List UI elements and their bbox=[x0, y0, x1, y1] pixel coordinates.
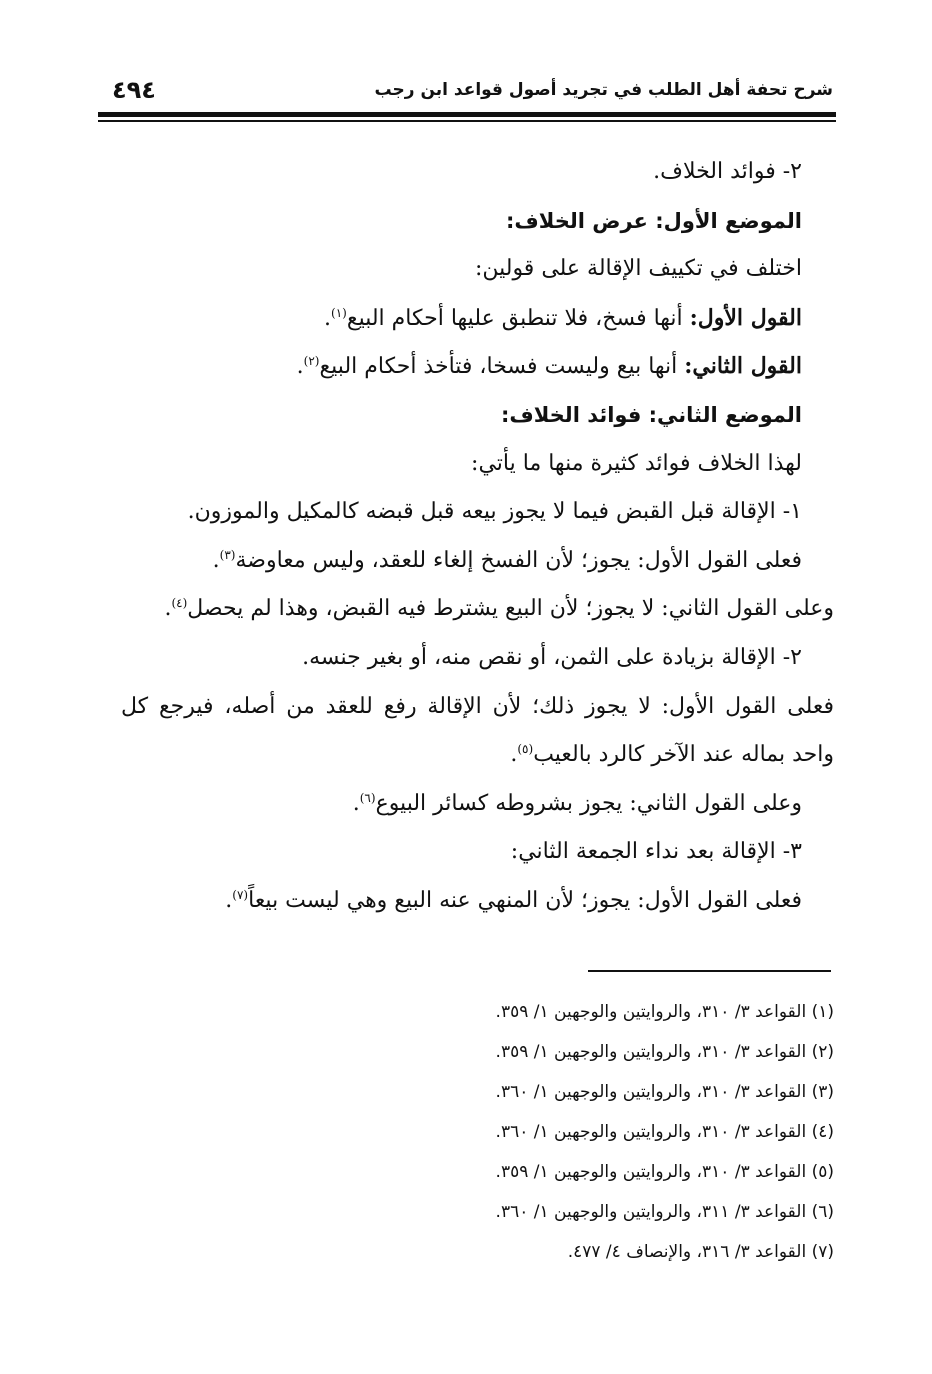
footnote-ref[interactable]: (٥) bbox=[517, 742, 534, 757]
opinion-label: القول الأول: bbox=[689, 304, 802, 331]
paragraph-line bbox=[92, 731, 834, 780]
paragraph-line bbox=[92, 537, 802, 586]
section-heading: الموضع الثاني: فوائد الخلاف: bbox=[500, 402, 802, 427]
paragraph-line bbox=[92, 342, 802, 391]
paragraph-line: لهذا الخلاف فوائد كثيرة منها ما يأتي: bbox=[471, 450, 802, 476]
header-rule-thick bbox=[98, 112, 836, 117]
period: . bbox=[164, 596, 172, 622]
footnote-separator bbox=[588, 970, 831, 972]
opinion-label: القول الثاني: bbox=[684, 353, 802, 380]
footnote: (٣) القواعد ٣/ ٣١٠، والروايتين والوجهين ١/ ٣٦٠. bbox=[495, 1082, 834, 1102]
footnotes bbox=[234, 996, 834, 1276]
opinion-text: أنها فسخ، فلا تنطبق عليها أحكام البيع bbox=[346, 305, 690, 331]
paragraph-line bbox=[92, 877, 802, 926]
opinion-text: أنها بيع وليست فسخا، فتأخذ أحكام البيع bbox=[319, 354, 685, 380]
period: . bbox=[212, 547, 220, 573]
period: . bbox=[225, 887, 233, 913]
footnote: (٧) القواعد ٣/ ٣١٦، والإنصاف ٤/ ٤٧٧. bbox=[567, 1242, 834, 1262]
period: . bbox=[296, 354, 304, 380]
period: . bbox=[352, 790, 360, 816]
footnote: (١) القواعد ٣/ ٣١٠، والروايتين والوجهين ١/ ٣٥٩. bbox=[495, 1002, 834, 1022]
header-rule-thin bbox=[98, 120, 836, 122]
footnote: (٤) القواعد ٣/ ٣١٠، والروايتين والوجهين ١/ ٣٦٠. bbox=[495, 1122, 834, 1142]
line-text: واحد بماله عند الآخر كالرد بالعيب bbox=[533, 742, 834, 768]
paragraph-line: ٢- الإقالة بزيادة على الثمن، أو نقص منه، أو بغير جنسه. bbox=[302, 644, 802, 670]
footnote: (٢) القواعد ٣/ ٣١٠، والروايتين والوجهين ١/ ٣٥٩. bbox=[495, 1042, 834, 1062]
footnote-ref[interactable]: (١) bbox=[331, 305, 347, 320]
page-number: ٤٩٤ bbox=[112, 76, 156, 104]
running-header bbox=[100, 76, 833, 106]
footnote-ref[interactable]: (٣) bbox=[219, 547, 236, 562]
paragraph-line bbox=[92, 780, 802, 829]
body-text bbox=[92, 148, 834, 926]
section-heading: الموضع الأول: عرض الخلاف: bbox=[505, 208, 802, 233]
header-title: شرح تحفة أهل الطلب في تجريد أصول قواعد ابن رجب bbox=[374, 80, 833, 100]
line-text: فعلى القول الأول: يجوز؛ لأن الفسخ إلغاء للعقد، وليس معاوضة bbox=[235, 547, 802, 573]
footnote: (٦) القواعد ٣/ ٣١١، والروايتين والوجهين ١/ ٣٦٠. bbox=[495, 1202, 834, 1222]
footnote-ref[interactable]: (٦) bbox=[359, 790, 376, 805]
period: . bbox=[510, 742, 518, 768]
line-text: فعلى القول الأول: يجوز؛ لأن المنهي عنه البيع وهي ليست بيعاً bbox=[248, 887, 802, 913]
paragraph-line: ٣- الإقالة بعد نداء الجمعة الثاني: bbox=[510, 839, 802, 865]
footnote: (٥) القواعد ٣/ ٣١٠، والروايتين والوجهين ١/ ٣٥٩. bbox=[495, 1162, 834, 1182]
line-text: وعلى القول الثاني: يجوز بشروطه كسائر البيوع bbox=[375, 790, 802, 816]
footnote-ref[interactable]: (٢) bbox=[303, 354, 320, 369]
footnote-ref[interactable]: (٧) bbox=[232, 887, 249, 902]
paragraph-line: ٢- فوائد الخلاف. bbox=[653, 159, 802, 184]
paragraph-line: ١- الإقالة قبل القبض فيما لا يجوز بيعه قبل قبضه كالمكيل والموزون. bbox=[187, 499, 802, 525]
paragraph-line: اختلف في تكييف الإقالة على قولين: bbox=[474, 256, 802, 282]
paragraph-line bbox=[92, 294, 802, 343]
paragraph-line bbox=[92, 585, 834, 634]
period: . bbox=[324, 305, 332, 331]
footnote-ref[interactable]: (٤) bbox=[171, 596, 188, 611]
line-text: وعلى القول الثاني: لا يجوز؛ لأن البيع يشترط فيه القبض، وهذا لم يحصل bbox=[187, 596, 834, 622]
paragraph-line: فعلى القول الأول: لا يجوز ذلك؛ لأن الإقالة رفع للعقد من أصله، فيرجع كل bbox=[121, 693, 834, 719]
